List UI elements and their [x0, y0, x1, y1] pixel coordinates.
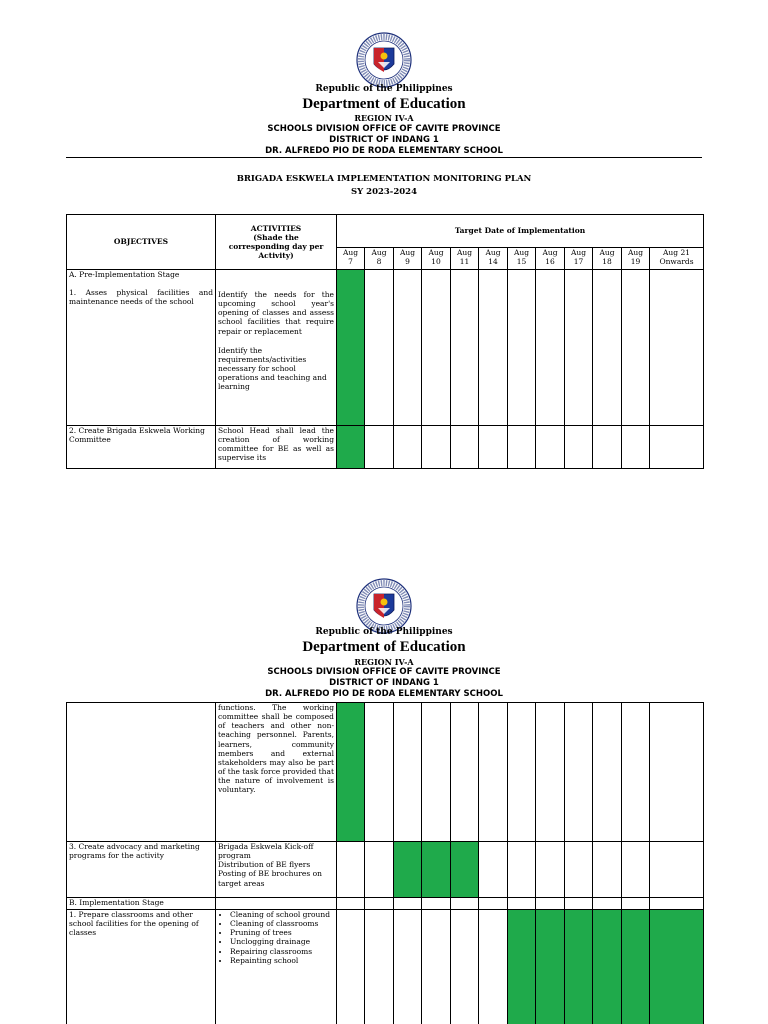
shaded-cell	[593, 910, 622, 1024]
republic-line: Republic of the Philippines	[315, 84, 453, 94]
header-objectives: OBJECTIVES	[67, 215, 216, 270]
monitoring-table-page1	[66, 214, 704, 469]
division-line: SCHOOLS DIVISION OFFICE OF CAVITE PROVINCE	[267, 124, 501, 134]
date-aug-18: Aug 18	[593, 248, 622, 270]
shaded-cell	[536, 910, 565, 1024]
activity-b1	[216, 910, 337, 1024]
plan-sy: SY 2023-2024	[350, 187, 417, 197]
list-item: • Cleaning of school ground	[230, 910, 334, 919]
date-aug-7: Aug 7	[337, 248, 365, 270]
activity-1b: Identify the requirements/activities necessary for school operations and teaching and learning	[218, 345, 327, 392]
activity-cell	[216, 270, 337, 426]
monitoring-table-page2	[66, 702, 704, 1024]
header-divider	[66, 157, 702, 158]
list-item: • Pruning of trees	[230, 928, 334, 937]
school-line: DR. ALFREDO PIO DE RODA ELEMENTARY SCHOOL	[265, 689, 503, 699]
shaded-cell	[508, 910, 536, 1024]
region-line: REGION IV-A	[354, 657, 414, 667]
objective-1: 1. Asses physical facilities and maintenance needs of the school	[69, 288, 213, 307]
region-line: REGION IV-A	[354, 113, 414, 123]
activity-2-part2: functions. The working committee shall be composed of teachers and other non-teaching personnel. Parents, learners, community members and external stakeholders may also be part of the task force provided that the nature of involvement is voluntary.	[216, 703, 337, 842]
deped-seal-icon	[356, 32, 412, 88]
department-title: Department of Education	[302, 639, 466, 655]
date-aug-21-onwards: Aug 21 Onwards	[650, 248, 704, 270]
shaded-cell	[337, 270, 365, 426]
stage-b-label: B. Implementation Stage	[67, 898, 216, 910]
stage-a-label: A. Pre-Implementation Stage	[69, 270, 180, 279]
date-aug-17: Aug 17	[565, 248, 593, 270]
republic-line: Republic of the Philippines	[315, 627, 453, 637]
table-row	[67, 910, 704, 1024]
date-aug-11: Aug 11	[451, 248, 479, 270]
activity-1a: Identify the needs for the upcoming school year's opening of classes and assess school facilities that require repair or replacement	[218, 290, 334, 336]
objective-3: 3. Create advocacy and marketing programs for the activity	[67, 842, 216, 898]
objective-cell	[67, 270, 216, 426]
department-title: Department of Education	[302, 96, 466, 112]
shaded-cell	[622, 910, 650, 1024]
date-aug-14: Aug 14	[479, 248, 508, 270]
date-aug-19: Aug 19	[622, 248, 650, 270]
table-row	[67, 703, 704, 842]
header-target-date: Target Date of Implementation	[337, 215, 704, 248]
date-aug-16: Aug 16	[536, 248, 565, 270]
list-item: • Repairing classrooms	[230, 947, 334, 956]
shaded-cell	[337, 426, 365, 469]
table-row	[67, 898, 704, 910]
division-line: SCHOOLS DIVISION OFFICE OF CAVITE PROVINCE	[267, 667, 501, 677]
list-item: • Repainting school	[230, 956, 334, 965]
header-activities: ACTIVITIES (Shade the corresponding day per Activity)	[216, 215, 337, 270]
shaded-cell	[422, 842, 451, 898]
objective-b1: 1. Prepare classrooms and other school facilities for the opening of classes	[67, 910, 216, 1024]
shaded-cell	[337, 703, 365, 842]
list-item: • Unclogging drainage	[230, 937, 334, 946]
list-item: • Cleaning of classrooms	[230, 919, 334, 928]
school-line: DR. ALFREDO PIO DE RODA ELEMENTARY SCHOOL	[265, 146, 503, 156]
activity-3: Brigada Eskwela Kick-off program Distribution of BE flyers Posting of BE brochures on target areas	[216, 842, 337, 898]
shaded-cell	[451, 842, 479, 898]
shaded-cell	[565, 910, 593, 1024]
shaded-cell	[650, 910, 704, 1024]
date-aug-8: Aug 8	[365, 248, 394, 270]
date-aug-10: Aug 10	[422, 248, 451, 270]
page-2	[0, 574, 768, 1024]
district-line: DISTRICT OF INDANG 1	[329, 135, 439, 145]
activity-b1-list	[218, 910, 334, 965]
date-aug-15: Aug 15	[508, 248, 536, 270]
table-row	[67, 426, 704, 469]
deped-seal-icon	[356, 578, 412, 634]
objective-2: 2. Create Brigada Eskwela Working Committee	[67, 426, 216, 469]
shaded-cell	[394, 842, 422, 898]
plan-title: BRIGADA ESKWELA IMPLEMENTATION MONITORING PLAN	[236, 174, 532, 184]
table-row	[67, 842, 704, 898]
table-row	[67, 270, 704, 426]
activity-2-part1: School Head shall lead the creation of working committee for BE as well as supervise its	[216, 426, 337, 469]
date-aug-9: Aug 9	[394, 248, 422, 270]
district-line: DISTRICT OF INDANG 1	[329, 678, 439, 688]
